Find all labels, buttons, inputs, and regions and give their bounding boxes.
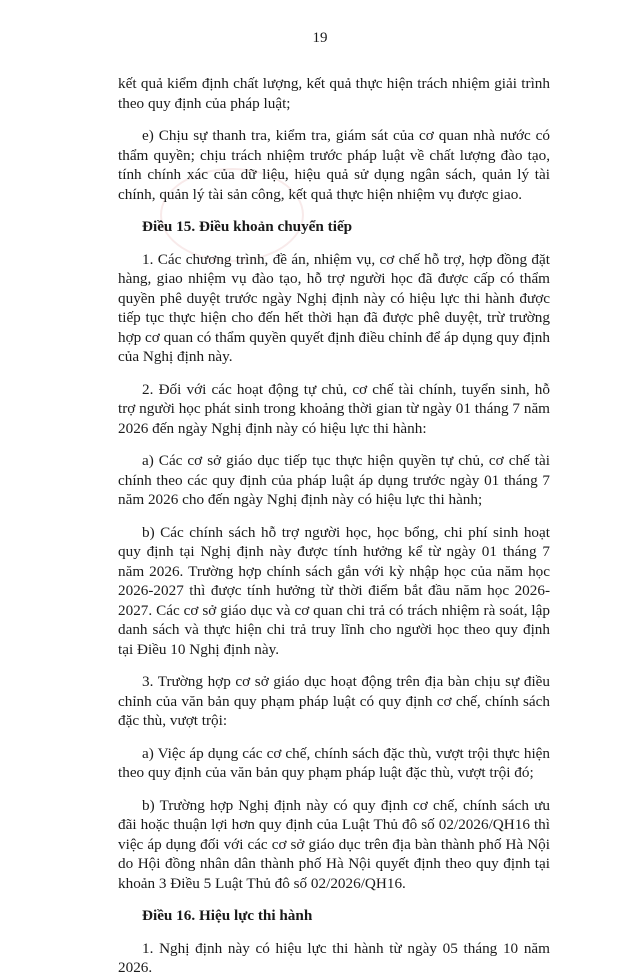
article-15-clause-3: 3. Trường hợp cơ sở giáo dục hoạt động trên địa bàn chịu sự điều chỉnh của văn bản quy phạm pháp luật có quy định cơ chế, chính sách đặc thù, vượt trội: xyxy=(118,673,550,729)
document-body xyxy=(118,74,550,978)
article-16-clause-1: 1. Nghị định này có hiệu lực thi hành từ ngày 05 tháng 10 năm 2026. xyxy=(118,939,550,976)
article-16-heading: Điều 16. Hiệu lực thi hành xyxy=(142,907,313,924)
article-15-clause-3-point-b: b) Trường hợp Nghị định này có quy định cơ chế, chính sách ưu đãi hoặc thuận lợi hơn quy định của Luật Thủ đô số 02/2026/QH16 thì việc áp dụng đối với các cơ sở giáo dục trên địa bàn thành phố Hà Nội do Hội đồng nhân dân thành phố Hà Nội quyết định theo quy định tại khoản 3 Điều 5 Luật Thủ đô số 02/2026/QH16. xyxy=(118,796,550,892)
paragraph-continuation: kết quả kiểm định chất lượng, kết quả thực hiện trách nhiệm giải trình theo quy định của pháp luật; xyxy=(118,75,550,112)
article-15-clause-2: 2. Đối với các hoạt động tự chủ, cơ chế tài chính, tuyển sinh, hỗ trợ người học phát sinh trong khoảng thời gian từ ngày 01 tháng 7 năm 2026 đến ngày Nghị định này có hiệu lực thi hành: xyxy=(118,380,550,437)
paragraph-item-e: e) Chịu sự thanh tra, kiểm tra, giám sát của cơ quan nhà nước có thẩm quyền; chịu trách nhiệm trước pháp luật về chất lượng đào tạo, tính chính xác của dữ liệu, hiệu quả sử dụng ngân sách, quản lý tài chính, quản lý tài sản công, kết quả thực hiện nhiệm vụ được giao. xyxy=(118,127,550,203)
article-15-clause-2-point-a: a) Các cơ sở giáo dục tiếp tục thực hiện quyền tự chủ, cơ chế tài chính theo các quy định của pháp luật áp dụng trước ngày 01 tháng 7 năm 2026 cho đến ngày Nghị định này có hiệu lực thi hành; xyxy=(118,452,550,508)
article-15-clause-2-point-b: b) Các chính sách hỗ trợ người học, học bổng, chi phí sinh hoạt quy định tại Nghị định này được tính hưởng kể từ ngày 01 tháng 7 năm 2026. Trường hợp chính sách gắn với kỳ nhập học của năm học 2026-2027 thì được tính hưởng từ thời điểm bắt đầu năm học 2026-2027. Các cơ sở giáo dục và cơ quan chi trả có trách nhiệm rà soát, lập danh sách và thực hiện chi trả truy lĩnh cho người học theo quy định tại Điều 10 Nghị định này. xyxy=(118,523,550,658)
page-number: 19 xyxy=(312,30,328,46)
article-15-clause-3-point-a: a) Việc áp dụng các cơ chế, chính sách đặc thù, vượt trội thực hiện theo quy định của văn bản quy phạm pháp luật đặc thù, vượt trội đó; xyxy=(118,744,550,781)
article-15-clause-1: 1. Các chương trình, đề án, nhiệm vụ, cơ chế hỗ trợ, hợp đồng đặt hàng, giao nhiệm vụ đào tạo, hỗ trợ người học đã được cấp có thẩm quyền phê duyệt trước ngày Nghị định này có hiệu lực thi hành được tiếp tục thực hiện cho đến hết thời hạn đã được phê duyệt, trừ trường hợp cơ quan có thẩm quyền quyết định điều chỉnh để áp dụng quy định của Nghị định này. xyxy=(118,250,550,365)
article-15-heading: Điều 15. Điều khoản chuyển tiếp xyxy=(142,218,353,235)
